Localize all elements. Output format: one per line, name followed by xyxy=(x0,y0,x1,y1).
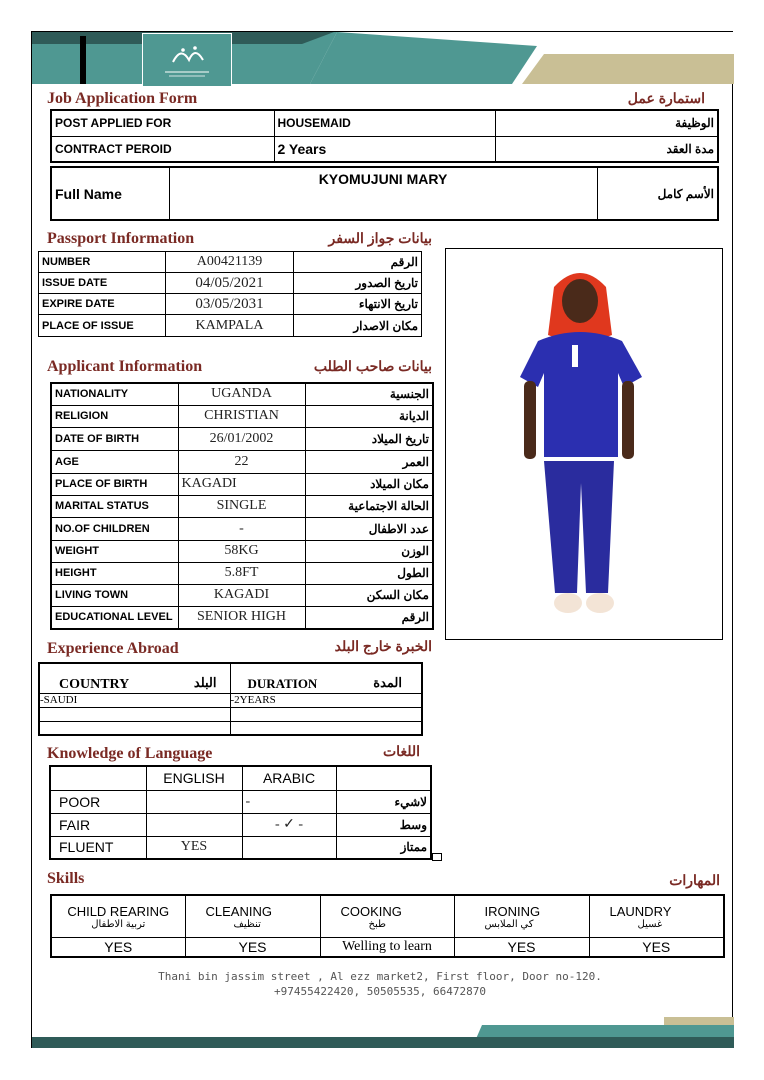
row-label-ar: تاريخ الميلاد xyxy=(305,427,433,450)
skill-ironing xyxy=(454,895,589,937)
row-label: AGE xyxy=(51,450,178,473)
form-title-ar: استمارة عمل xyxy=(627,90,705,106)
table-row xyxy=(51,540,433,562)
row-label: MARITAL STATUS xyxy=(51,495,178,517)
row-label-ar: الديانة xyxy=(305,405,433,427)
experience-title: Experience Abroad xyxy=(47,640,179,657)
table-row xyxy=(39,294,422,315)
fullname-label-ar: الأسم كامل xyxy=(597,167,718,220)
table-row xyxy=(50,813,431,836)
row-value: 04/05/2021 xyxy=(166,273,294,294)
footer-banner xyxy=(32,1017,734,1048)
skill-value: YES xyxy=(589,937,724,957)
duration-header xyxy=(230,663,422,693)
resize-handle-icon[interactable] xyxy=(432,853,442,861)
row-value: A00421139 xyxy=(166,252,294,273)
logo-mark-icon xyxy=(143,34,231,86)
skills-title: Skills xyxy=(47,870,85,887)
experience-table xyxy=(38,662,423,736)
row-label: EXPIRE DATE xyxy=(39,294,166,315)
row-label: RELIGION xyxy=(51,405,178,427)
row-label-ar: الوزن xyxy=(305,540,433,562)
duration-label-ar: المدة xyxy=(373,674,402,690)
row-value: KAGADI xyxy=(178,473,305,495)
row-value: KAGADI xyxy=(178,584,305,606)
skill-cleaning xyxy=(185,895,320,937)
skill-value: YES xyxy=(185,937,320,957)
duration-label: DURATION xyxy=(247,675,318,691)
footer-phones: +97455422420, 50505535, 66472870 xyxy=(274,985,486,998)
applicant-title-ar: بيانات صاحب الطلب xyxy=(313,358,432,374)
row-label-ar: الجنسية xyxy=(305,383,433,405)
row-value: - xyxy=(178,517,305,540)
form-title: Job Application Form xyxy=(47,90,198,107)
row-label-ar: تاريخ الصدور xyxy=(294,273,422,294)
row-label-ar: الطول xyxy=(305,562,433,584)
row-label-ar: مكان الاصدار xyxy=(294,315,422,337)
row-value: 58KG xyxy=(178,540,305,562)
row-label: NUMBER xyxy=(39,252,166,273)
table-row xyxy=(39,273,422,294)
table-row xyxy=(50,836,431,859)
post-contract-table xyxy=(50,109,719,163)
row-label: HEIGHT xyxy=(51,562,178,584)
level-label: POOR xyxy=(50,790,146,813)
skill-name-ar: غسيل xyxy=(637,919,663,930)
row-label: ISSUE DATE xyxy=(39,273,166,294)
row-value: 03/05/2031 xyxy=(166,294,294,315)
table-row xyxy=(51,606,433,629)
skill-name-ar: كي الملابس xyxy=(484,919,534,930)
applicant-table xyxy=(50,382,434,630)
contract-label: CONTRACT PEROID xyxy=(51,136,274,162)
table-row xyxy=(51,450,433,473)
level-label-ar: لاشيء xyxy=(336,790,431,813)
table-row xyxy=(51,562,433,584)
skill-name: CHILD REARING xyxy=(67,904,170,919)
english-value: YES xyxy=(146,836,242,859)
level-label-ar: ممتاز xyxy=(336,836,431,859)
header-banner xyxy=(32,32,734,84)
passport-title-ar: بيانات جواز السفر xyxy=(328,230,432,246)
applicant-photo xyxy=(445,248,723,640)
skill-name-ar: تنظيف xyxy=(233,919,261,930)
row-label: NO.OF CHILDREN xyxy=(51,517,178,540)
table-row xyxy=(51,937,724,957)
row-label-ar: العمر xyxy=(305,450,433,473)
row-label: PLACE OF ISSUE xyxy=(39,315,166,337)
row-value: 26/01/2002 xyxy=(178,427,305,450)
row-label: PLACE OF BIRTH xyxy=(51,473,178,495)
english-value xyxy=(146,813,242,836)
row-label-ar: مكان السكن xyxy=(305,584,433,606)
applicant-title: Applicant Information xyxy=(47,358,203,375)
duration-value: -2YEARS xyxy=(230,693,422,707)
row-label-ar: الحالة الاجتماعية xyxy=(305,495,433,517)
skill-name: CLEANING xyxy=(205,904,272,919)
fullname-label: Full Name xyxy=(51,167,169,220)
skill-name-ar: طبخ xyxy=(368,919,386,930)
skill-value: Welling to learn xyxy=(320,937,454,957)
row-value: SINGLE xyxy=(178,495,305,517)
fullname-table xyxy=(50,166,719,221)
contract-label-ar: مدة العقد xyxy=(495,136,718,162)
skill-name-ar: تربية الاطفال xyxy=(91,919,146,930)
row-value: CHRISTIAN xyxy=(178,405,305,427)
country-header xyxy=(39,663,230,693)
row-value: KAMPALA xyxy=(166,315,294,337)
arabic-header: ARABIC xyxy=(242,766,336,790)
row-label-ar: مكان الميلاد xyxy=(305,473,433,495)
country-value: -SAUDI xyxy=(39,693,230,707)
person-photo-icon xyxy=(446,249,722,639)
table-row xyxy=(51,495,433,517)
table-row xyxy=(39,721,422,735)
post-label-ar: الوظيفة xyxy=(495,110,718,136)
row-value: UGANDA xyxy=(178,383,305,405)
arabic-value: - ✓ - xyxy=(242,813,336,836)
level-label: FLUENT xyxy=(50,836,146,859)
language-title: Knowledge of Language xyxy=(47,745,213,762)
level-label-ar: وسط xyxy=(336,813,431,836)
passport-title: Passport Information xyxy=(47,230,195,247)
company-logo xyxy=(142,33,232,87)
english-header: ENGLISH xyxy=(146,766,242,790)
skills-table xyxy=(50,894,725,958)
skill-value: YES xyxy=(454,937,589,957)
passport-table xyxy=(38,251,422,337)
row-value: 22 xyxy=(178,450,305,473)
arabic-value xyxy=(242,836,336,859)
row-label: WEIGHT xyxy=(51,540,178,562)
row-value: 5.8FT xyxy=(178,562,305,584)
table-row xyxy=(51,405,433,427)
contract-value: 2 Years xyxy=(274,136,495,162)
country-label-ar: البلد xyxy=(193,674,217,690)
table-row xyxy=(50,790,431,813)
skill-name: COOKING xyxy=(340,904,402,919)
table-row xyxy=(51,383,433,405)
level-label: FAIR xyxy=(50,813,146,836)
english-value xyxy=(146,790,242,813)
row-label: LIVING TOWN xyxy=(51,584,178,606)
arabic-value: - xyxy=(242,790,336,813)
row-label: DATE OF BIRTH xyxy=(51,427,178,450)
table-row xyxy=(51,584,433,606)
table-row xyxy=(51,427,433,450)
row-label-ar: الرقم xyxy=(305,606,433,629)
row-label-ar: عدد الاطفال xyxy=(305,517,433,540)
skill-name: IRONING xyxy=(484,904,541,919)
post-label: POST APPLIED FOR xyxy=(51,110,274,136)
language-table xyxy=(49,765,432,860)
skills-title-ar: المهارات xyxy=(669,872,720,888)
language-title-ar: اللغات xyxy=(383,743,420,759)
skill-value: YES xyxy=(51,937,185,957)
table-row xyxy=(39,707,422,721)
skill-laundry xyxy=(589,895,724,937)
table-row xyxy=(39,315,422,337)
footer-address: Thani bin jassim street , Al ezz market2, First floor, Door no-120. xyxy=(158,970,602,983)
table-row xyxy=(51,473,433,495)
table-row xyxy=(39,693,422,707)
fullname-value: KYOMUJUNI MARY xyxy=(169,167,597,220)
row-label-ar: تاريخ الانتهاء xyxy=(294,294,422,315)
row-label: NATIONALITY xyxy=(51,383,178,405)
skill-name: LAUNDRY xyxy=(609,904,672,919)
row-label-ar: الرقم xyxy=(294,252,422,273)
table-row xyxy=(51,517,433,540)
row-value: SENIOR HIGH xyxy=(178,606,305,629)
country-label: COUNTRY xyxy=(59,676,130,692)
skill-cooking xyxy=(320,895,454,937)
row-label: EDUCATIONAL LEVEL xyxy=(51,606,178,629)
experience-title-ar: الخبرة خارج البلد xyxy=(334,638,432,654)
skill-child-rearing xyxy=(51,895,185,937)
table-row xyxy=(39,252,422,273)
post-value: HOUSEMAID xyxy=(274,110,495,136)
